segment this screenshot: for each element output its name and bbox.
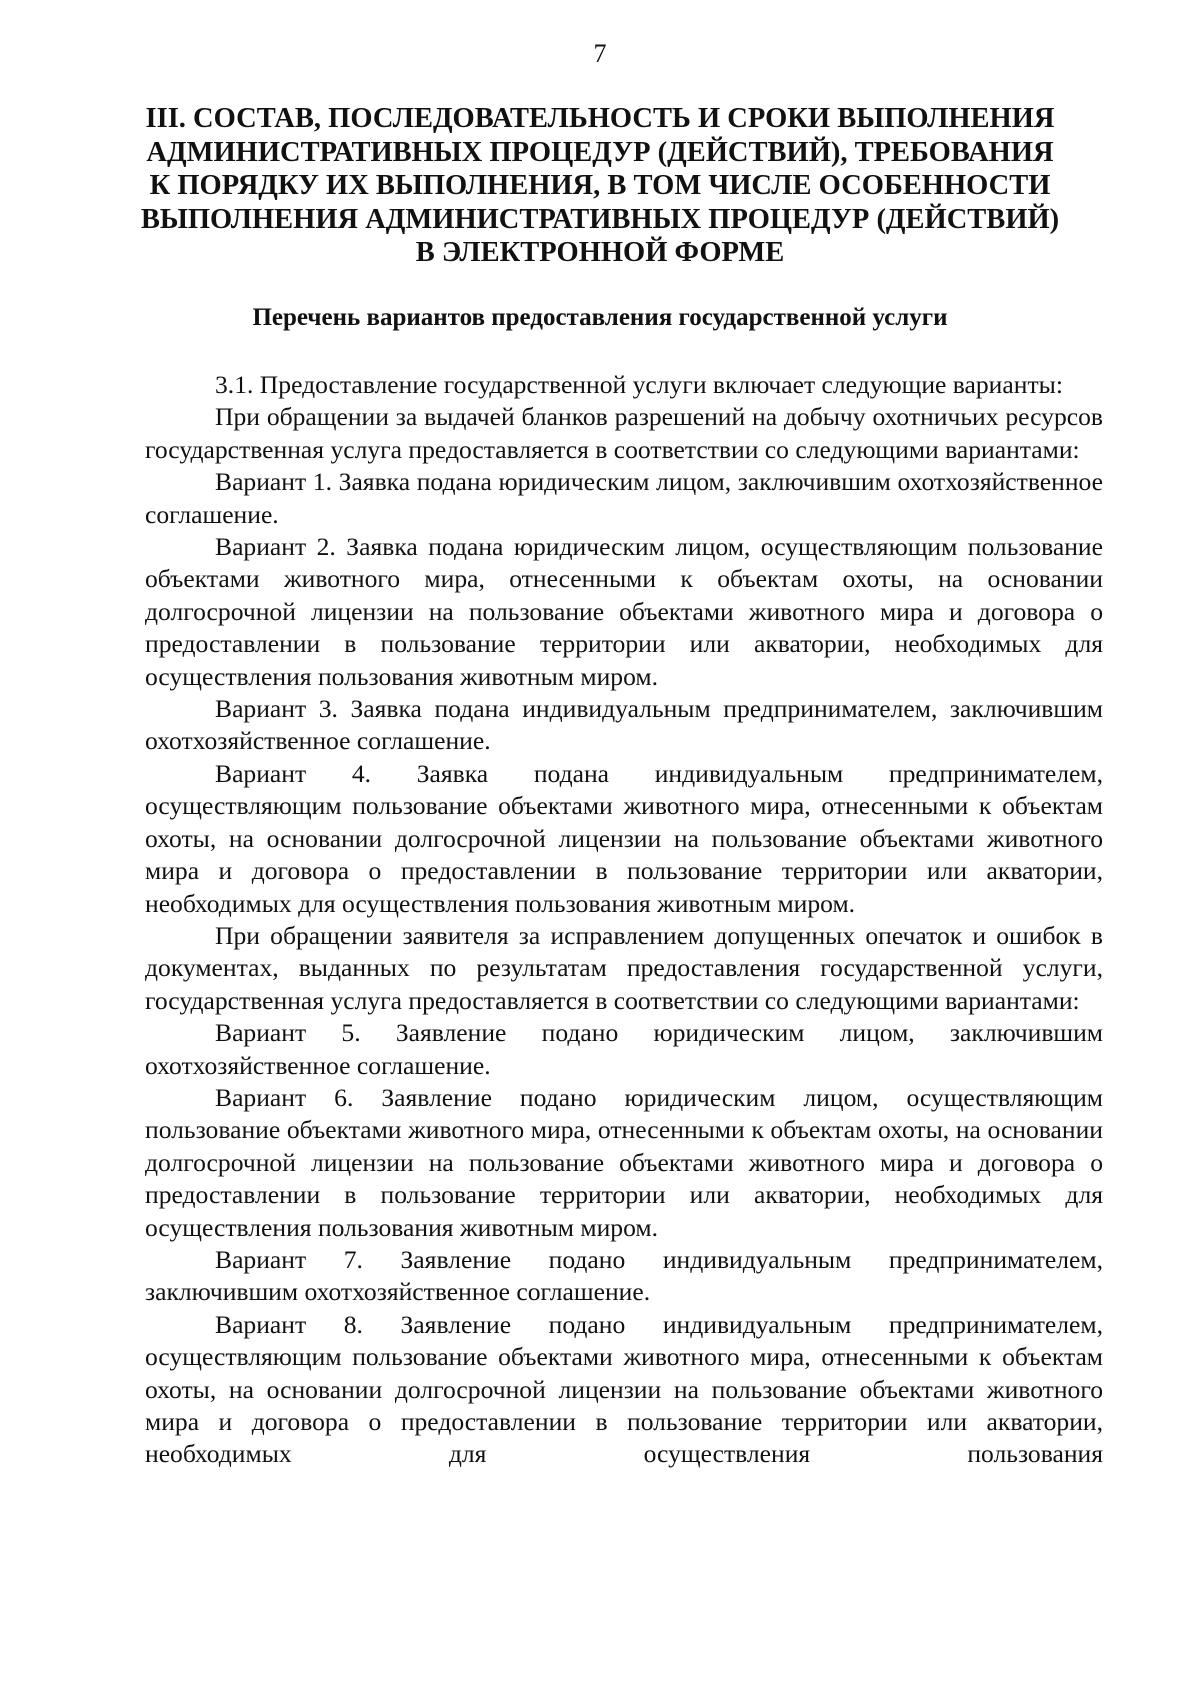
paragraph: Вариант 7. Заявление подано индивидуальным предпринимателем, заключившим охотхозяйственное соглашение.: [145, 1244, 1103, 1307]
paragraph: 3.1. Предоставление государственной услуги включает следующие варианты:: [215, 370, 1063, 399]
paragraph: Вариант 1. Заявка подана юридическим лицом, заключившим охотхозяйственное соглашение.: [145, 467, 1103, 529]
paragraph: Вариант 8. Заявление подано индивидуальным предпринимателем, осуществляющим пользование объектами животного мира, отнесенными к объектам охоты, на основании долгосрочной лицензии на пользование объектами животного мира и договора о предоставлении в пользование территории или акватории, необходимых для осуществления пользования: [145, 1309, 1103, 1469]
section-heading-line: АДМИНИСТРАТИВНЫХ ПРОЦЕДУР (ДЕЙСТВИЙ), ТРЕБОВАНИЯ: [146, 136, 1054, 168]
paragraph: Вариант 2. Заявка подана юридическим лицом, осуществляющим пользование объектами животного мира, отнесенными к объектам охоты, на основании долгосрочной лицензии на пользование объектами животного мира и договора о предоставлении в пользование территории или акватории, необходимых для осуществления пользования животным миром.: [145, 532, 1103, 691]
paragraph: Вариант 5. Заявление подано юридическим лицом, заключившим охотхозяйственное соглашение.: [145, 1018, 1103, 1080]
document-body: [145, 369, 1103, 1471]
paragraph: При обращении за выдачей бланков разрешений на добычу охотничьих ресурсов государственная услуга предоставляется в соответствии со следующими вариантами:: [145, 402, 1103, 464]
paragraph: Вариант 3. Заявка подана индивидуальным предпринимателем, заключившим охотхозяйственное соглашение.: [145, 694, 1103, 756]
paragraph: При обращении заявителя за исправлением допущенных опечаток и ошибок в документах, выданных по результатам предоставления государственной услуги, государственная услуга предоставляется в соответствии со следующими вариантами:: [145, 920, 1103, 1015]
section-heading-line: В ЭЛЕКТРОННОЙ ФОРМЕ: [415, 237, 785, 268]
paragraph: Вариант 6. Заявление подано юридическим лицом, осуществляющим пользование объектами животного мира, отнесенными к объектам охоты, на основании долгосрочной лицензии на пользование объектами животного мира и договора о предоставлении в пользование территории или акватории, необходимых для осуществления пользования животным миром.: [145, 1082, 1103, 1242]
section-heading-line: III. СОСТАВ, ПОСЛЕДОВАТЕЛЬНОСТЬ И СРОКИ ВЫПОЛНЕНИЯ: [145, 103, 1055, 134]
section-heading-line: К ПОРЯДКУ ИХ ВЫПОЛНЕНИЯ, В ТОМ ЧИСЛЕ ОСОБЕННОСТИ: [149, 170, 1051, 201]
paragraph: Вариант 4. Заявка подана индивидуальным предпринимателем, осуществляющим пользование объектами животного мира, отнесенными к объектам охоты, на основании долгосрочной лицензии на пользование объектами животного мира и договора о предоставлении в пользование территории или акватории, необходимых для осуществления пользования животным миром.: [145, 758, 1103, 918]
subsection-heading: Перечень вариантов предоставления государственной услуги: [252, 304, 948, 331]
page-number: 7: [593, 39, 607, 68]
section-heading-line: ВЫПОЛНЕНИЯ АДМИНИСТРАТИВНЫХ ПРОЦЕДУР (ДЕЙСТВИЙ): [140, 203, 1060, 235]
section-heading: [130, 102, 1070, 270]
